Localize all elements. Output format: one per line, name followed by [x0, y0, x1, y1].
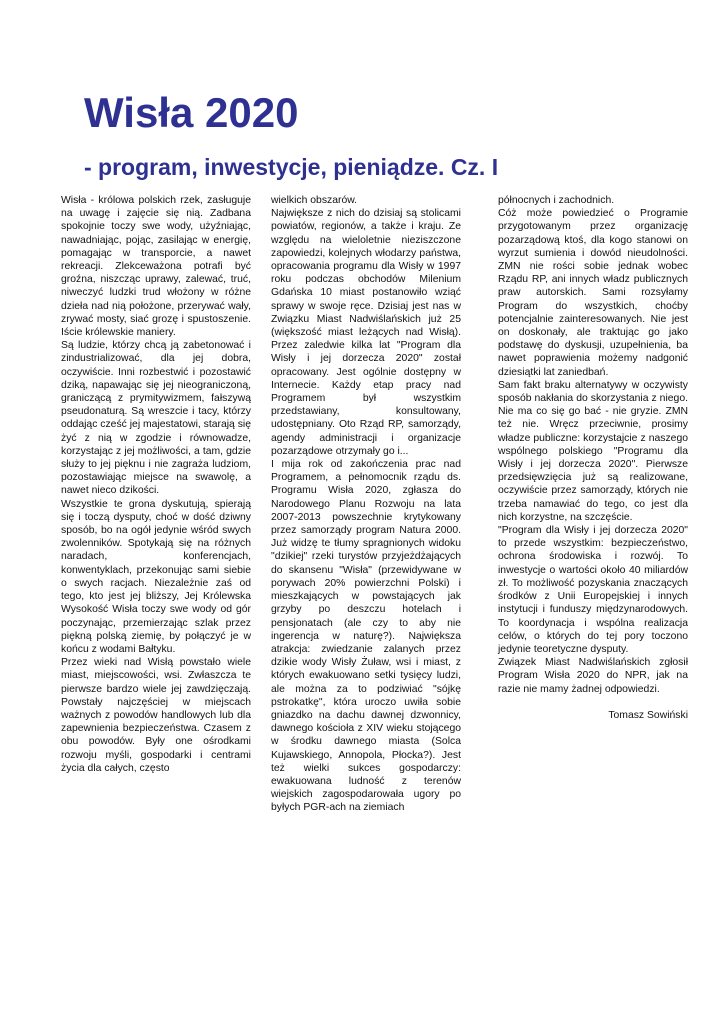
paragraph: Cóż może powiedzieć o Programie przygotowanym przez organizację pozarządową ktoś, dla kogo stanowi on wyrzut sumienia i dowód nieudolności. ZMN nie rości sobie jednak wobec Rządu RP, ani innych władz publicznych praw autorskich. Sami rozsyłamy Program do wszystkich, choćby potencjalnie zainteresowanych. Nie jest on doskonały, ale traktując go jako podstawę do dyskusji, uzupełnienia, ba nawet poprawienia możemy nadgonić dziesiątki lat zaniedbań.	[498, 208, 688, 378]
paragraph: Związek Miast Nadwiślańskich zgłosił Program Wisła 2020 do NPR, jak na razie nie mamy żadnej odpowiedzi.	[498, 657, 688, 695]
paragraph: I mija rok od zakończenia prac nad Programem, a pełnomocnik rządu ds. Programu Wisła 2020, zgłasza do Narodowego Planu Rozwoju na lata 2007-2013 powszechnie krytykowany przez samorządy program Natura 2000. Już widzę te tłumy spragnionych widoku "dzikiej" rzeki turystów przyjeżdżających do skansenu "Wisła" (przewidywane w porywach 20% powierzchni Polski) i mieszkających w powstających jak grzyby po deszczu hotelach i pensjonatach (ale czy to aby nie ingerencja w naturę?). Największa atrakcja: zwiedzanie zalanych przez dzikie wody Wisły Żuław, wsi i miast, z których ewakuowano setki tysięcy ludzi, ale można za to podziwiać "sójkę pstrokatkę", która uroczo uwiła sobie gniazdko na dachu dawnej dzwonnicy, dawnego kościoła z XIV wieku stojącego w środku dawnego miasta (Solca Kujawskiego, Annopola, Płocka?). Jest też wielki sukces gospodarczy: ewakuowana ludność z terenów wiejskich zagospodarowała ugory po byłych PGR-ach na ziemiach	[271, 459, 461, 814]
paragraph: "Program dla Wisły i jej dorzecza 2020" to przede wszystkim: bezpieczeństwo, ochrona środowiska i rozwój. To inwestycje o wartości około 40 miliardów zł. To możliwość pozyskania znaczących środków z Unii Europejskiej i innych instytucji i funduszy międzynarodowych. To koordynacja i wspólna realizacja celów, o których do tej pory toczono jedynie teoretyczne dysputy.	[498, 525, 688, 655]
paragraph: Sam fakt braku alternatywy w oczywisty sposób nakłania do skorzystania z niego. Nie ma co się go bać - nie gryzie. ZMN też nie. Wręcz przeciwnie, prosimy władze publiczne: korzystajcie z naszego wspólnego polskiego "Programu dla Wisły i jej dorzecza 2020". Pierwsze przedsięwzięcia już są realizowane, oczywiście przez samorządy, których nie trzeba namawiać do tego, co jest dla nich korzystne, na szczęście.	[498, 379, 688, 523]
text-column-1	[61, 194, 251, 775]
paragraph: północnych i zachodnich.	[498, 195, 615, 206]
paragraph: Wszystkie te grona dyskutują, spierają się i toczą dysputy, choć w dość dziwny sposób, bo na ogół jedynie wśród swych zwolenników. Spotykają się na różnych naradach, konferencjach, konwentyklach, przekonując sami siebie o swych racjach. Niezależnie zaś od tego, kto jest jej bliższy, Jej Królewska Wysokość Wisła toczy swe wody od gór poczynając, przemierzając szlak przez piękną polską ziemię, by połączyć je w końcu z wodami Bałtyku.	[61, 498, 251, 655]
text-column-2	[271, 194, 461, 815]
paragraph: Są ludzie, którzy chcą ją zabetonować i zindustrializować, dla jej dobra, oczywiście. Inni rozbestwić i pozostawić dziką, napawając się jej nieograniczoną, graniczącą z prymitywizmem, fałszywą pseudonaturą. Są wreszcie i tacy, którzy oddając cześć jej majestatowi, starają się żyć z nią w zgodzie i równowadze, korzystając z jej możliwości, a tam, gdzie służy to jej pięknu i nie zagraża ludziom, pozostawiając miejsce na swawolę, a nawet nieco dzikości.	[61, 340, 252, 497]
paragraph: wielkich obszarów.	[271, 195, 358, 206]
paragraph: Największe z nich do dzisiaj są stolicami powiatów, regionów, a także i kraju. Ze względu na wieloletnie nieziszczone zapowiedzi, kolejnych włodarzy państwa, opracowania programu dla Wisły w 1997 roku podczas obchodów Milenium Gdańska 10 miast postanowiło wziąć sprawy w swoje ręce. Dzisiaj jest nas w Związku Miast Nadwiślańskich już 25 (większość miast leżących nad Wisłą). Przez zaledwie kilka lat "Program dla Wisły i jej dorzecza 2020" został opracowany. Jest ogólnie dostępny w Internecie. Każdy etap pracy nad Programem był wszystkim przedstawiany, konsultowany, udostępniany. Oto Rząd RP, samorządy, agendy administracji i organizacje pozarządowe otrzymały go i...	[271, 208, 461, 457]
paragraph: Przez wieki nad Wisłą powstało wiele miast, miejscowości, wsi. Zwłaszcza te pierwsze bardzo wiele jej zawdzięczają. Powstały najczęściej w miejscach ważnych z powodów handlowych lub dla zapewnienia bezpieczeństwa. Czasem z obu powodów. Były one ośrodkami rozwoju myśli, gospodarki i centrami życia dla całych, często	[61, 657, 251, 774]
paragraph: Wisła - królowa polskich rzek, zasługuje na uwagę i zajęcie się nią. Zadbana spokojnie toczy swe wody, użyźniając, nawadniając, pojąc, zasilając w energię, pomagając w transporcie, a nawet rekreacji. Zlekceważona potrafi być groźna, niszcząc uprawy, zalewać, truć, niweczyć ludzki trud włożony w różne dzieła nad nią położone, przerywać wały, zrywać mosty, siać grozę i spustoszenie. Iście królewskie maniery.	[61, 195, 251, 339]
article-subtitle: - program, inwestycje, pieniądze. Cz. I	[84, 154, 499, 180]
article-title: Wisła 2020	[84, 89, 299, 136]
author-signature: Tomasz Sowiński	[608, 709, 688, 721]
text-column-3	[498, 194, 688, 722]
